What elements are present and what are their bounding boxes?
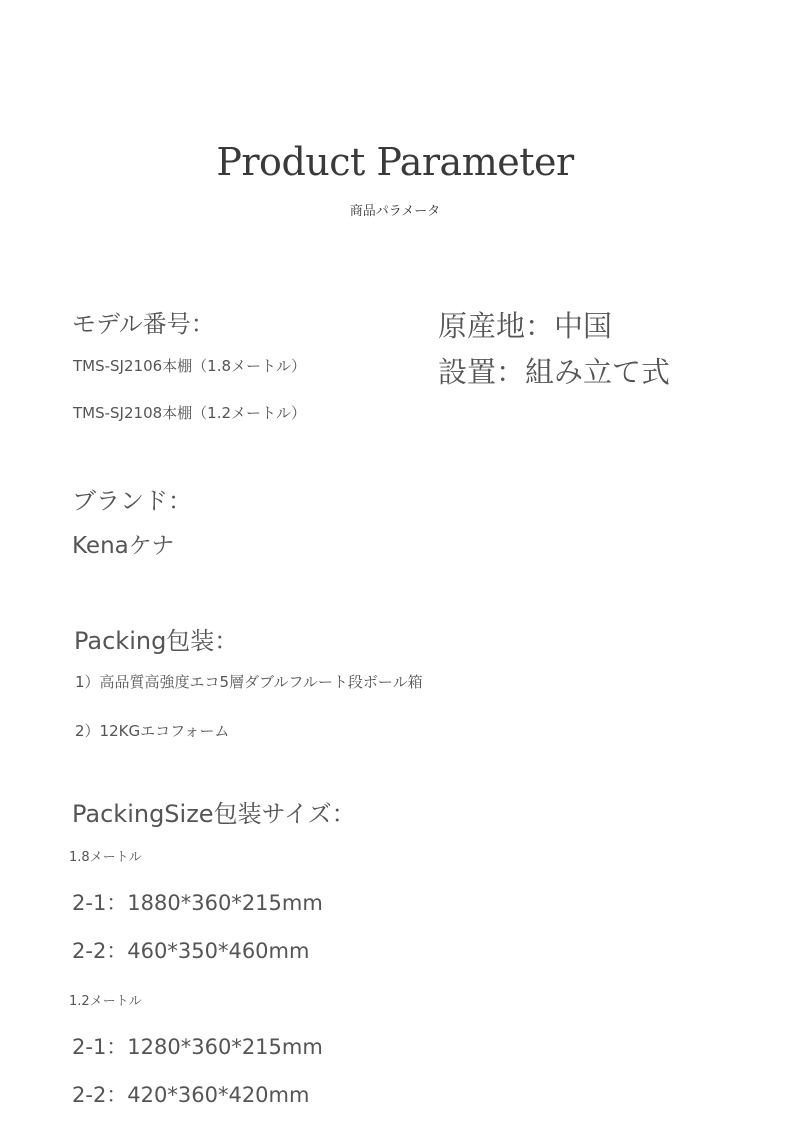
page-title: Product Parameter <box>216 140 574 184</box>
model-item: TMS-SJ2106本棚（1.8メートル） <box>73 357 307 375</box>
installation-text: 設置：組み立て式 <box>438 355 671 389</box>
size-row: 2-1：1280*360*215mm <box>72 1035 323 1059</box>
size-row: 2-2：460*350*460mm <box>72 939 310 963</box>
size-row: 2-2：420*360*420mm <box>72 1083 310 1107</box>
size-group-name: 1.2メートル <box>69 994 142 1009</box>
size-row: 2-1：1880*360*215mm <box>72 891 323 915</box>
packing-item: 1）高品質高強度エコ5層ダブルフルート段ボール箱 <box>75 673 423 691</box>
packing-item: 2）12KGエコフォーム <box>75 722 230 740</box>
model-label: モデル番号： <box>72 310 215 338</box>
brand-value: Kenaケナ <box>72 533 175 559</box>
size-group-name: 1.8メートル <box>69 850 142 865</box>
page-subtitle: 商品パラメータ <box>349 204 441 219</box>
model-item: TMS-SJ2108本棚（1.2メートル） <box>73 404 307 422</box>
packing-label: Packing包装： <box>74 627 239 655</box>
origin-text: 原産地：中国 <box>438 309 613 343</box>
brand-label: ブランド： <box>72 487 192 515</box>
packing-size-label: PackingSize包装サイズ： <box>72 800 356 828</box>
